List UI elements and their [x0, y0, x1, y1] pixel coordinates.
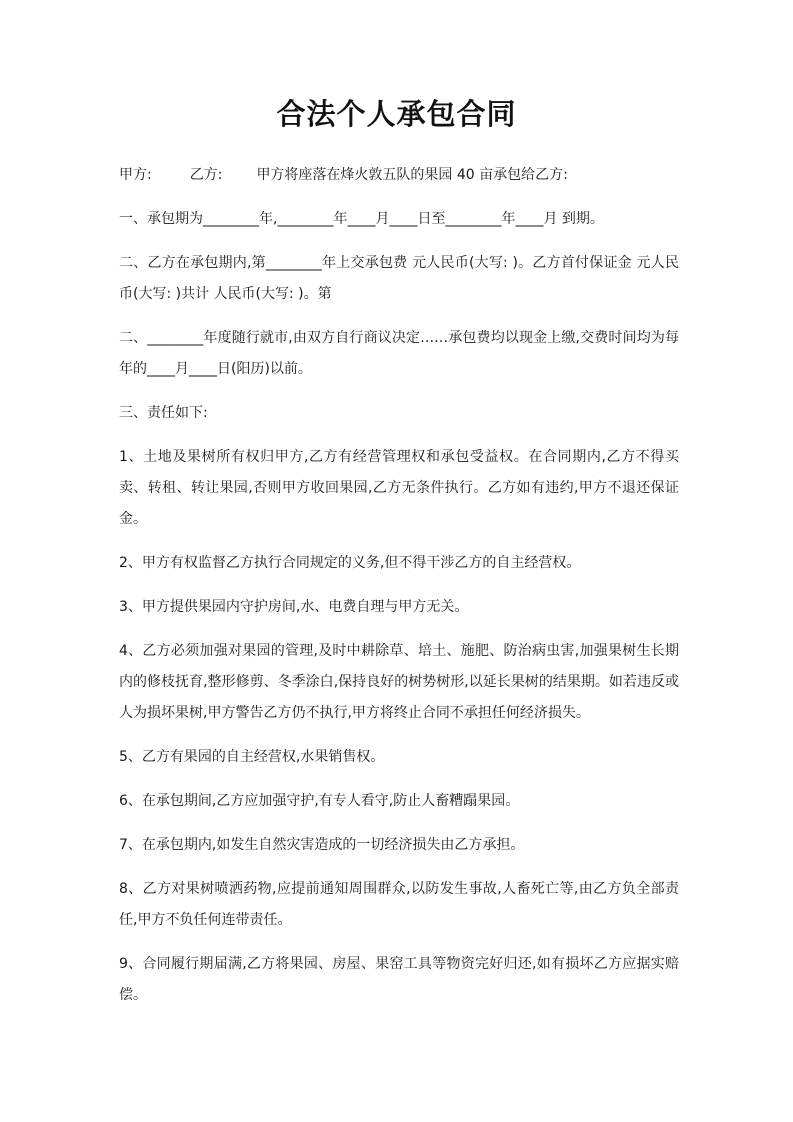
party-a-label: 甲方: — [119, 167, 152, 183]
responsibility-item-6: 6、在承包期间,乙方应加强守护,有专人看守,防止人畜糟蹋果园。 — [119, 793, 520, 809]
responsibility-item-5: 5、乙方有果园的自主经营权,水果销售权。 — [119, 749, 385, 765]
responsibility-item-9: 9、合同履行期届满,乙方将果园、房屋、果窑工具等物资完好归还,如有损坏乙方应据实赔偿。 — [119, 956, 679, 1003]
responsibility-item-2: 2、甲方有权监督乙方执行合同规定的义务,但不得干涉乙方的自主经营权。 — [119, 555, 581, 571]
responsibility-item-4: 4、乙方必须加强对果园的管理,及时中耕除草、培土、施肥、防治病虫害,加强果树生长期内的修枝抚育,整形修剪、冬季涂白,保持良好的树势树形,以延长果树的结果期。如若违反或人为损坏果树,甲方警告乙方仍不执行,甲方将终止合同不承担任何经济损失。 — [119, 643, 679, 721]
responsibilities-heading: 三、责任如下: — [119, 405, 208, 421]
document-title: 合法个人承包合同 — [276, 97, 517, 131]
responsibility-item-7: 7、在承包期内,如发生自然灾害造成的一切经济损失由乙方承担。 — [119, 837, 525, 853]
responsibility-item-1: 1、土地及果树所有权归甲方,乙方有经营管理权和承包受益权。在合同期内,乙方不得买卖、转租、转让果园,否则甲方收回果园,乙方无条件执行。乙方如有违约,甲方不退还保证金。 — [119, 449, 679, 527]
clause-term: 一、承包期为________年,________年____月____日至________年____月 到期。 — [119, 211, 604, 227]
clause-fee: 二、乙方在承包期内,第________年上交承包费 元人民币(大写: )。乙方首付保证金 元人民币(大写: )共计 人民币(大写: )。第 — [119, 255, 679, 302]
responsibility-item-3: 3、甲方提供果园内守护房间,水、电费自理与甲方无关。 — [119, 599, 469, 615]
parties-line — [119, 160, 679, 191]
clause-payment: 二、________年度随行就市,由双方自行商议决定……承包费均以现金上缴,交费时间均为每年的____月____日(阳历)以前。 — [119, 330, 679, 377]
responsibility-item-8: 8、乙方对果树喷洒药物,应提前通知周围群众,以防发生事故,人畜死亡等,由乙方负全部责任,甲方不负任何连带责任。 — [119, 881, 679, 928]
party-b-label: 乙方: — [189, 167, 223, 183]
document-body — [119, 160, 679, 1024]
contract-intro: 甲方将座落在烽火敦五队的果园 40 亩承包给乙方: — [256, 167, 568, 183]
